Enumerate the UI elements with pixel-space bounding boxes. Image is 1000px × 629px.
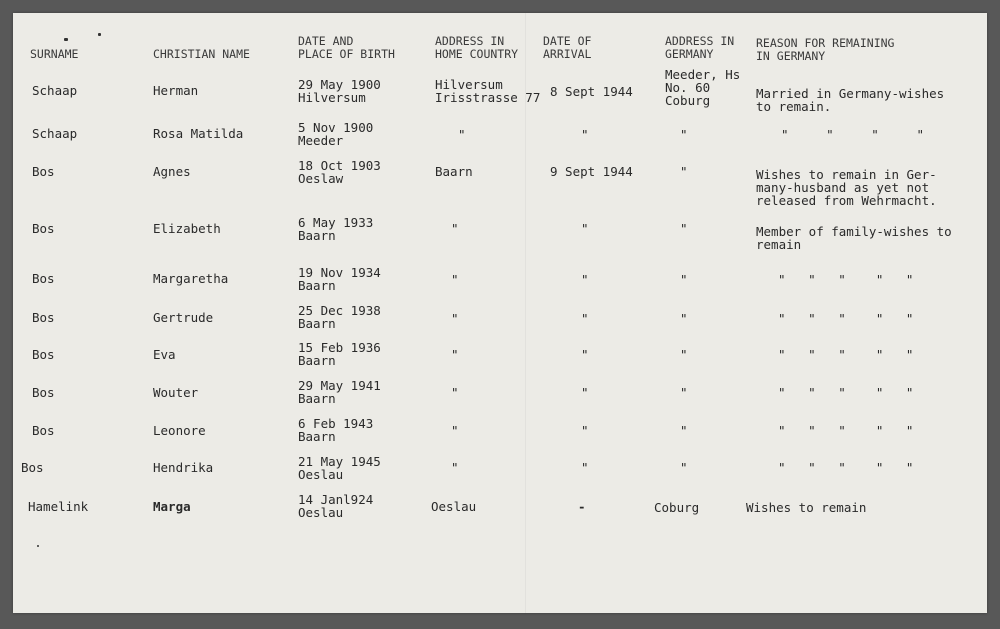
cell-reason: to remain. xyxy=(756,99,832,114)
cell-germany: Meeder, Hs xyxy=(665,67,741,82)
cell-home: Oeslau xyxy=(431,499,477,514)
cell-birth-place: Baarn xyxy=(298,228,336,243)
cell-germany: " xyxy=(680,221,688,236)
ink-mark xyxy=(98,33,101,36)
cell-surname: Bos xyxy=(32,310,55,325)
cell-home: " xyxy=(451,347,459,362)
cell-germany: " xyxy=(680,127,688,142)
cell-birth-date: 5 Nov 1900 xyxy=(298,120,374,135)
cell-reason: " " " " " xyxy=(778,385,914,400)
cell-birth-place: Meeder xyxy=(298,133,344,148)
cell-arrival: " xyxy=(581,272,589,287)
cell-surname: Schaap xyxy=(32,126,78,141)
cell-birth-date: 21 May 1945 xyxy=(298,454,381,469)
cell-home: Hilversum xyxy=(435,77,503,92)
cell-surname: Bos xyxy=(32,347,55,362)
cell-birth-date: 6 Feb 1943 xyxy=(298,416,374,431)
cell-home: Baarn xyxy=(435,164,473,179)
cell-germany: " xyxy=(680,311,688,326)
header-reason-line2: IN GERMANY xyxy=(756,49,826,63)
cell-reason: remain xyxy=(756,237,802,252)
cell-reason: " " " " " xyxy=(778,311,914,326)
cell-home: " xyxy=(458,127,466,142)
cell-name: Leonore xyxy=(153,423,206,438)
cell-reason: released from Wehrmacht. xyxy=(756,193,937,208)
cell-birth-place: Baarn xyxy=(298,353,336,368)
cell-birth-date: 29 May 1900 xyxy=(298,77,381,92)
cell-surname: Bos xyxy=(32,271,55,286)
cell-germany: No. 60 xyxy=(665,80,711,95)
header-germany-line1: ADDRESS IN xyxy=(665,34,735,48)
cell-reason: Wishes to remain xyxy=(746,500,867,515)
cell-home: " xyxy=(451,221,459,236)
cell-arrival: 8 Sept 1944 xyxy=(550,84,633,99)
cell-surname: Bos xyxy=(21,460,44,475)
cell-home: " xyxy=(451,423,459,438)
document-page xyxy=(13,13,987,613)
cell-home: Irisstrasse 77 xyxy=(435,90,541,105)
cell-birth-place: Baarn xyxy=(298,278,336,293)
cell-name: Marga xyxy=(153,499,191,514)
cell-home: " xyxy=(451,272,459,287)
cell-birth-date: 6 May 1933 xyxy=(298,215,374,230)
cell-birth-date: 15 Feb 1936 xyxy=(298,340,381,355)
cell-reason: Wishes to remain in Ger- xyxy=(756,167,937,182)
header-surname: SURNAME xyxy=(30,47,79,61)
cell-name: Wouter xyxy=(153,385,199,400)
header-home-line1: ADDRESS IN xyxy=(435,34,505,48)
cell-germany: " xyxy=(680,385,688,400)
cell-reason: " " " " xyxy=(781,127,924,142)
ink-mark xyxy=(37,545,39,547)
cell-reason: " " " " " xyxy=(778,460,914,475)
cell-birth-date: 14 Janl924 xyxy=(298,492,374,507)
cell-birth-date: 19 Nov 1934 xyxy=(298,265,381,280)
header-christian-name: CHRISTIAN NAME xyxy=(153,47,250,61)
header-germany-line2: GERMANY xyxy=(665,47,714,61)
cell-germany: Coburg xyxy=(665,93,711,108)
cell-birth-place: Hilversum xyxy=(298,90,366,105)
cell-arrival: " xyxy=(581,385,589,400)
cell-reason: many-husband as yet not xyxy=(756,180,930,195)
cell-birth-date: 25 Dec 1938 xyxy=(298,303,381,318)
cell-arrival: 9 Sept 1944 xyxy=(550,164,633,179)
cell-arrival: " xyxy=(581,311,589,326)
cell-arrival: - xyxy=(578,499,586,514)
cell-germany: " xyxy=(680,423,688,438)
cell-germany: " xyxy=(680,460,688,475)
cell-name: Gertrude xyxy=(153,310,214,325)
cell-birth-place: Baarn xyxy=(298,316,336,331)
cell-reason: Married in Germany-wishes xyxy=(756,86,945,101)
cell-name: Eva xyxy=(153,347,176,362)
cell-germany: " xyxy=(680,164,688,179)
cell-reason: " " " " " xyxy=(778,347,914,362)
cell-arrival: " xyxy=(581,460,589,475)
header-arrival-line2: ARRIVAL xyxy=(543,47,592,61)
cell-reason: Member of family-wishes to xyxy=(756,224,952,239)
cell-reason: " " " " " xyxy=(778,423,914,438)
cell-name: Rosa Matilda xyxy=(153,126,244,141)
header-reason-line1: REASON FOR REMAINING xyxy=(756,36,895,50)
cell-surname: Hamelink xyxy=(28,499,89,514)
cell-home: " xyxy=(451,311,459,326)
cell-birth-place: Oeslaw xyxy=(298,171,344,186)
cell-home: " xyxy=(451,385,459,400)
header-birth-line2: PLACE OF BIRTH xyxy=(298,47,395,61)
ink-mark xyxy=(64,38,68,41)
cell-germany: " xyxy=(680,272,688,287)
cell-birth-place: Baarn xyxy=(298,429,336,444)
cell-germany: Coburg xyxy=(654,500,700,515)
header-arrival-line1: DATE OF xyxy=(543,34,592,48)
cell-surname: Schaap xyxy=(32,83,78,98)
cell-surname: Bos xyxy=(32,164,55,179)
cell-surname: Bos xyxy=(32,385,55,400)
cell-arrival: " xyxy=(581,221,589,236)
cell-birth-place: Baarn xyxy=(298,391,336,406)
cell-surname: Bos xyxy=(32,221,55,236)
cell-birth-place: Oeslau xyxy=(298,467,344,482)
cell-arrival: " xyxy=(581,347,589,362)
cell-name: Elizabeth xyxy=(153,221,221,236)
header-birth-line1: DATE AND xyxy=(298,34,354,48)
cell-germany: " xyxy=(680,347,688,362)
cell-name: Herman xyxy=(153,83,199,98)
cell-name: Agnes xyxy=(153,164,191,179)
cell-name: Margaretha xyxy=(153,271,229,286)
cell-reason: " " " " " xyxy=(778,272,914,287)
cell-birth-date: 18 Oct 1903 xyxy=(298,158,381,173)
cell-surname: Bos xyxy=(32,423,55,438)
cell-name: Hendrika xyxy=(153,460,214,475)
cell-arrival: " xyxy=(581,423,589,438)
cell-arrival: " xyxy=(581,127,589,142)
cell-home: " xyxy=(451,460,459,475)
cell-birth-place: Oeslau xyxy=(298,505,344,520)
cell-birth-date: 29 May 1941 xyxy=(298,378,381,393)
header-home-line2: HOME COUNTRY xyxy=(435,47,519,61)
